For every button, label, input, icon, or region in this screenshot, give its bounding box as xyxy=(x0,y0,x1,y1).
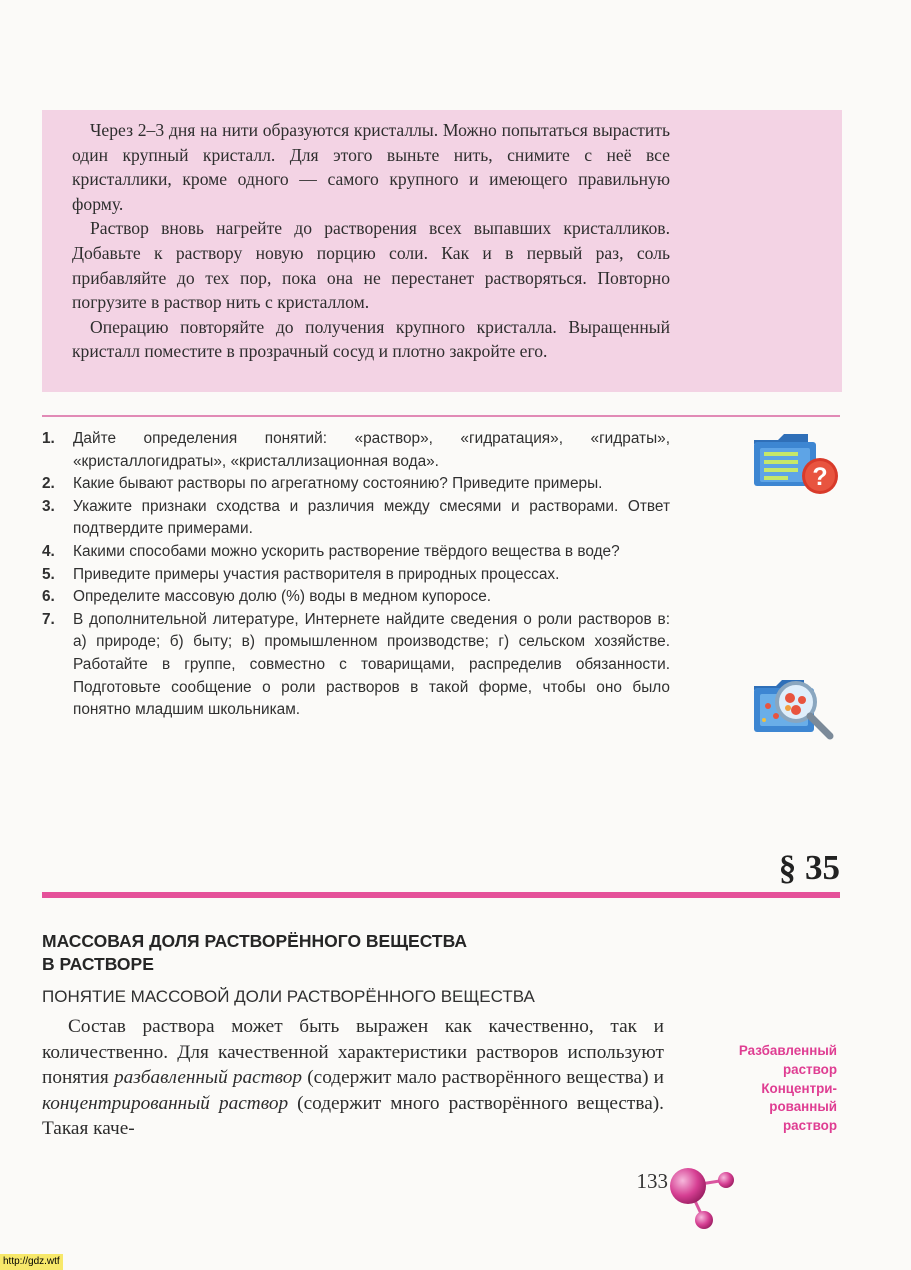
section-title xyxy=(42,930,642,976)
margin-term-line: Концентри- xyxy=(761,1080,837,1096)
section-number: § 35 xyxy=(778,848,840,887)
page-number: 133 xyxy=(636,1169,668,1193)
question-item xyxy=(42,428,670,473)
margin-term-line: раствор xyxy=(782,1118,837,1134)
question-number: 2. xyxy=(42,475,55,493)
question-text: Какими способами можно ускорить растворение твёрдого вещества в воде? xyxy=(73,542,620,560)
section-title-line: В РАСТВОРЕ xyxy=(42,954,154,974)
divider-line xyxy=(42,415,840,417)
question-item xyxy=(42,586,670,609)
question-item xyxy=(42,564,670,587)
question-number: 3. xyxy=(42,497,55,515)
question-list xyxy=(42,428,670,722)
body-paragraph xyxy=(42,1014,664,1142)
term-concentrated: концентрированный раствор xyxy=(42,1092,289,1114)
question-text: В дополнительной литературе, Интернете найдите сведения о роли растворов в: а) природе; б) быту; в) промышленном производстве; г) сельском хозяйстве. Работайте в группе, совместно с товарищами, распределив обязанности. Подготовьте сообщение о роли растворов в такой форме, чтобы оно было понятно младшим школьникам. xyxy=(73,610,670,719)
question-number: 7. xyxy=(42,610,55,628)
svg-text:?: ? xyxy=(812,463,828,491)
question-text: Какие бывают растворы по агрегатному состоянию? Приведите примеры. xyxy=(73,475,603,493)
section-divider xyxy=(42,892,840,898)
question-number: 1. xyxy=(42,430,55,447)
question-item xyxy=(42,541,670,564)
question-number: 4. xyxy=(42,542,55,560)
section-title-line: МАССОВАЯ ДОЛЯ РАСТВОРЁННОГО ВЕЩЕСТВА xyxy=(42,931,468,951)
question-number: 5. xyxy=(42,565,55,583)
margin-term-line: раствор xyxy=(782,1061,837,1077)
question-text: Укажите признаки сходства и различия между смесями и растворами. Ответ подтвердите примерами. xyxy=(73,497,670,538)
question-item xyxy=(42,473,670,496)
question-item xyxy=(42,609,670,722)
margin-term-line: рованный xyxy=(769,1099,837,1115)
reading-paragraph: Операцию повторяйте до получения крупного кристалла. Выращенный кристалл поместите в прозрачный сосуд и плотно закройте его. xyxy=(72,316,670,362)
margin-term-line: Разбавленный xyxy=(738,1043,837,1058)
reading-paragraph: Через 2–3 дня на нити образуются кристаллы. Можно попытаться вырастить один крупный кристалл. Для этого выньте нить, снимите с неё все кристаллики, кроме одного — самого крупного и имеющего правильную форму. xyxy=(72,120,670,214)
molecule-icon xyxy=(666,1162,742,1232)
body-text: (содержит много растворённого вещества). Такая каче- xyxy=(42,1092,664,1139)
reading-box-text xyxy=(72,118,670,364)
body-text: (содержит мало растворённого вещества) и xyxy=(302,1067,664,1088)
watermark-link[interactable]: http://gdz.wtf xyxy=(0,1254,63,1270)
question-item xyxy=(42,496,670,541)
question-text: Приведите примеры участия растворителя в природных процессах. xyxy=(73,565,560,583)
term-diluted: разбавленный раствор xyxy=(113,1067,303,1088)
question-number: 6. xyxy=(42,588,55,606)
folder-question-icon xyxy=(748,430,840,496)
body-text: Состав раствора может быть выражен как качественно, так и количественно. Для качественной характеристики растворов используют понятия xyxy=(42,1016,664,1088)
folder-magnifier-icon xyxy=(750,672,842,744)
margin-terms xyxy=(700,1042,837,1136)
section-subtitle: ПОНЯТИЕ МАССОВОЙ ДОЛИ РАСТВОРЁННОГО ВЕЩЕСТВА xyxy=(42,987,535,1006)
question-text: Определите массовую долю (%) воды в медном купоросе. xyxy=(73,588,492,606)
question-text: Дайте определения понятий: «раствор», «гидратация», «гидраты», «кристаллогидраты», «кристаллизационная вода». xyxy=(73,430,670,470)
reading-paragraph: Раствор вновь нагрейте до растворения всех выпавших кристалликов. Добавьте к раствору новую порцию соли. Как и в первый раз, соль прибавляйте до тех пор, пока она не перестанет растворяться. Повторно погрузите в раствор нить с кристаллом. xyxy=(72,218,670,313)
